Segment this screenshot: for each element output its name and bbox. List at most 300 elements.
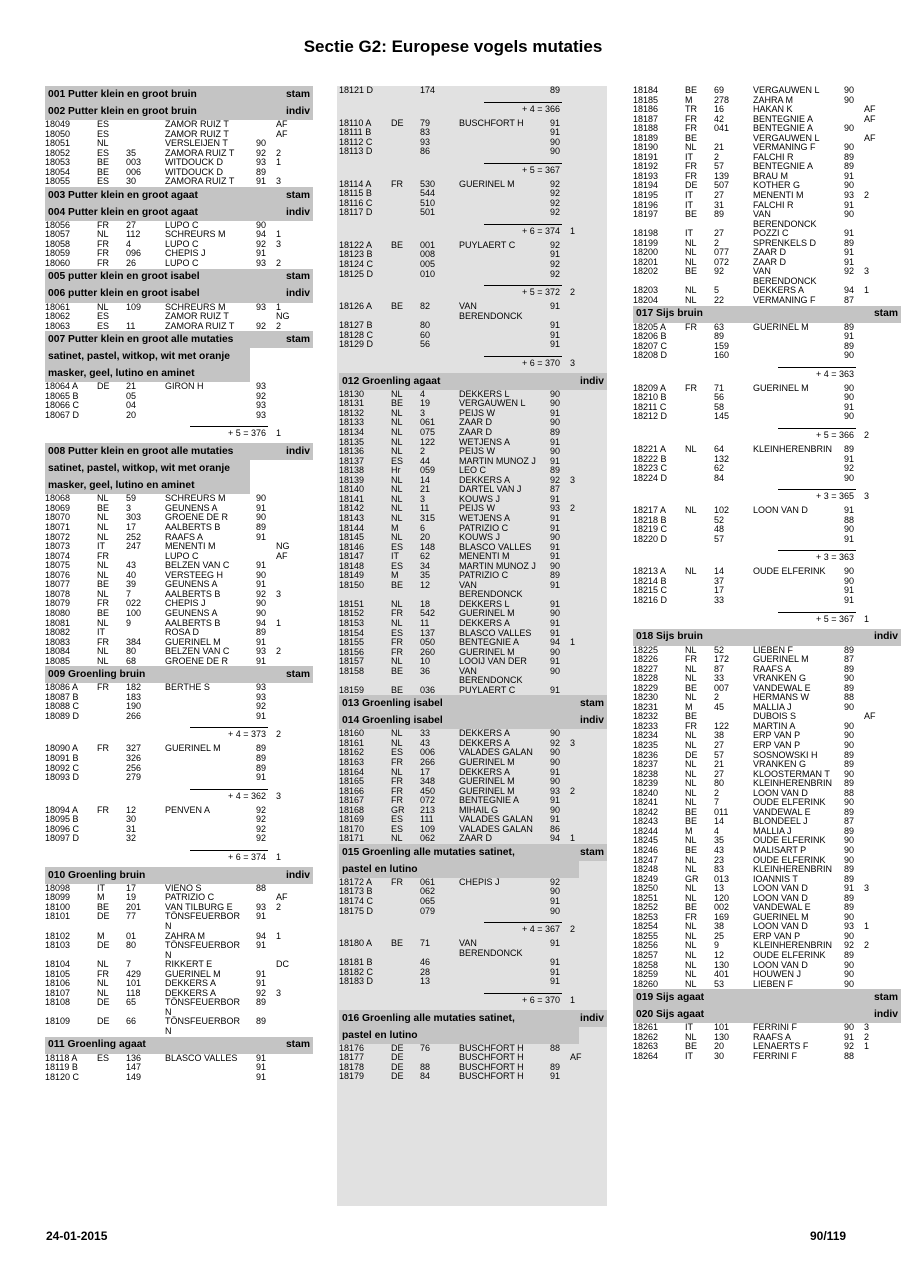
breeder-name: SCHREURS M <box>165 493 226 504</box>
bird-number: 122 <box>714 720 730 731</box>
section-title: 019 Sijs agaat <box>636 991 705 1003</box>
bird-number: 17 <box>714 585 725 596</box>
section-title: 016 Groenling alle mutaties satinet, <box>342 1012 515 1024</box>
table-row <box>339 138 607 148</box>
table-row <box>633 412 901 422</box>
breeder-name: KLEINHERENBRIN <box>753 864 833 875</box>
breeder-name <box>165 1073 256 1083</box>
breeder-name-continuation: BERENDONCK <box>753 275 817 286</box>
total-score: + 5 = 367 <box>522 164 561 175</box>
breeder-name: DEKKERS A <box>459 737 511 748</box>
bird-number: 059 <box>420 465 436 476</box>
ring-number: 18091 B <box>45 752 79 763</box>
country-code: BE <box>685 209 698 220</box>
breeder-name: LIEBEN F <box>753 978 794 989</box>
ring-number: 18069 <box>45 502 71 513</box>
breeder-name: LENAERTS F <box>753 1041 809 1052</box>
score: 94 <box>550 637 561 648</box>
ring-number: 18083 <box>45 636 71 647</box>
score: 90 <box>256 138 267 149</box>
country-code <box>685 332 714 342</box>
score: 90 <box>844 392 855 403</box>
score: 91 <box>256 911 267 922</box>
country-code: IT <box>685 1050 693 1061</box>
country-code: NL <box>391 493 403 504</box>
score: 89 <box>844 825 855 836</box>
breeder-name: SCHREURS M <box>165 301 226 312</box>
bird-number: 145 <box>714 411 730 422</box>
ring-number: 18237 <box>633 759 659 770</box>
bird-number: 33 <box>420 728 431 739</box>
score: 91 <box>844 331 855 342</box>
country-code: NL <box>685 247 697 258</box>
table-row <box>45 259 313 269</box>
ring-number: 18224 D <box>633 472 668 483</box>
table-row <box>339 128 607 138</box>
score: 91 <box>844 1031 855 1042</box>
breeder-name: SPRENKELS D <box>753 237 817 248</box>
prize <box>276 754 306 764</box>
section-title: 008 Putter klein en groot alle mutaties <box>48 446 234 458</box>
ring-number: 18149 <box>339 570 365 581</box>
score: 88 <box>844 787 855 798</box>
score: 90 <box>844 123 855 134</box>
section-title: 015 Groenling alle mutaties satinet, <box>342 846 515 858</box>
score: 92 <box>550 259 561 270</box>
country-code: IT <box>685 1022 693 1033</box>
breeder-name: SCHREURS M <box>165 229 226 240</box>
country-code: NL <box>685 443 697 454</box>
ring-number: 18125 D <box>339 268 374 279</box>
score: 89 <box>844 902 855 913</box>
total-score: + 4 = 373 <box>228 729 267 740</box>
ring-number: 18142 <box>339 503 365 514</box>
team-total <box>339 916 607 939</box>
score: 93 <box>550 503 561 514</box>
country-code <box>391 147 420 157</box>
breeder-name-continuation: BERENDONCK <box>459 310 523 321</box>
country-code: FR <box>97 598 109 609</box>
bird-number: 182 <box>126 682 142 693</box>
bird-number: 14 <box>420 474 431 485</box>
score: 90 <box>256 219 267 230</box>
prize <box>570 260 600 270</box>
section-type: indiv <box>873 631 898 643</box>
breeder-name <box>459 260 550 270</box>
breeder-name-continuation: BERENDONCK <box>459 589 523 600</box>
section-title: 012 Groenling agaat <box>342 375 441 387</box>
score <box>256 542 276 552</box>
breeder-name: VERSTEEG H <box>165 569 224 580</box>
team-total <box>45 844 313 867</box>
ring-number: 18182 C <box>339 966 374 977</box>
table-row <box>339 180 607 190</box>
country-code: NL <box>97 522 109 533</box>
table-row <box>45 773 313 783</box>
bird-number: 93 <box>420 136 431 147</box>
breeder-name: BLASCO VALLES <box>459 627 532 638</box>
prize <box>276 998 306 1008</box>
team-prize: 1 <box>570 994 576 1005</box>
score: 90 <box>550 398 561 409</box>
country-code: NL <box>685 930 697 941</box>
table-row <box>339 260 607 270</box>
prize <box>276 523 306 533</box>
ring-number: 18204 <box>633 295 659 306</box>
bird-number: 57 <box>714 749 725 760</box>
score: 92 <box>256 147 267 158</box>
breeder-name: PEIJS W <box>459 446 496 457</box>
ring-number: 18195 <box>633 190 659 201</box>
prize <box>570 768 600 778</box>
prize <box>864 789 894 799</box>
ring-number: 18189 <box>633 132 659 143</box>
bird-number: 079 <box>420 905 436 916</box>
ring-number: 18164 <box>339 766 365 777</box>
country-code: BE <box>97 901 110 912</box>
score: 89 <box>844 864 855 875</box>
prize <box>570 533 600 543</box>
country-code <box>97 764 126 774</box>
ring-number: 18198 <box>633 228 659 239</box>
country-code: NL <box>391 503 403 514</box>
country-code: IT <box>685 199 693 210</box>
country-code: FR <box>97 248 109 259</box>
bird-number: 11 <box>126 320 136 331</box>
bird-number: 01 <box>126 930 137 941</box>
bird-number: 11 <box>420 503 430 514</box>
sum-line <box>484 356 562 357</box>
ring-number: 18117 D <box>339 207 373 218</box>
prize <box>864 577 894 587</box>
prize <box>864 296 894 306</box>
ring-number: 18157 <box>339 656 365 667</box>
breeder-name: DEKKERS A <box>165 978 217 989</box>
ring-number: 18061 <box>45 301 71 312</box>
bird-number: 006 <box>420 747 436 758</box>
bird-number: 174 <box>420 85 436 95</box>
score: 92 <box>550 178 561 189</box>
breeder-name <box>459 86 550 96</box>
country-code <box>97 702 126 712</box>
section-header <box>633 306 901 323</box>
country-code: BE <box>685 1041 698 1052</box>
prize <box>276 941 306 951</box>
ring-number: 18119 B <box>45 1062 78 1073</box>
country-code: NL <box>685 854 697 865</box>
table-row <box>45 1054 313 1064</box>
ring-number: 18055 <box>45 176 71 187</box>
ring-number: 18194 <box>633 180 659 191</box>
prize <box>276 764 306 774</box>
score: 89 <box>256 166 267 177</box>
table-row <box>45 912 313 922</box>
team-prize: 1 <box>276 428 282 439</box>
country-code: FR <box>391 876 403 887</box>
score: 91 <box>256 655 267 666</box>
prize <box>570 524 600 534</box>
prize <box>864 153 894 163</box>
bird-number: 17 <box>126 522 137 533</box>
ring-number: 18095 B <box>45 814 79 825</box>
ring-number: 18216 D <box>633 594 668 605</box>
breeder-name: DEKKERS L <box>459 388 510 399</box>
total-score: + 5 = 372 <box>522 287 561 298</box>
country-code: M <box>391 570 399 581</box>
ring-number: 18193 <box>633 170 659 181</box>
score: 91 <box>550 407 561 418</box>
team-prize: 1 <box>276 851 282 862</box>
ring-number: 18218 B <box>633 514 667 525</box>
country-code: DE <box>97 381 110 392</box>
score: 91 <box>844 883 855 894</box>
score: 91 <box>256 968 267 979</box>
ring-number: 18134 <box>339 427 365 438</box>
country-code <box>685 455 714 465</box>
prize <box>864 779 894 789</box>
prize <box>570 958 600 968</box>
breeder-name: GEUNENS A <box>165 502 218 513</box>
country-code: BE <box>391 938 404 949</box>
bird-number: 139 <box>714 170 730 181</box>
team-total <box>633 361 901 384</box>
country-code: NL <box>685 663 697 674</box>
breeder-name: SOSNOWSKI H <box>753 749 818 760</box>
prize <box>276 1063 306 1073</box>
prize <box>570 571 600 581</box>
score: 90 <box>550 776 561 787</box>
bird-number: 80 <box>420 320 431 331</box>
prize <box>570 457 600 467</box>
ring-number: 18254 <box>633 921 659 932</box>
prize <box>570 552 600 562</box>
country-code: NL <box>391 737 403 748</box>
score: 91 <box>550 766 561 777</box>
team-total <box>339 350 607 373</box>
section-title: masker, geel, lutino en aminet <box>48 367 195 379</box>
country-code: NL <box>685 883 697 894</box>
breeder-name: HAKAN K <box>753 104 793 115</box>
score: 89 <box>844 237 855 248</box>
ring-number: 18181 B <box>339 957 373 968</box>
country-code: BE <box>685 845 698 855</box>
country-code: BE <box>391 301 404 312</box>
bird-number: 006 <box>126 166 142 177</box>
breeder-name: DEKKERS A <box>459 474 511 485</box>
table-row <box>633 403 901 413</box>
prize <box>570 748 600 758</box>
country-code: DE <box>391 1042 404 1053</box>
section-header <box>45 269 313 286</box>
breeder-name <box>459 968 550 978</box>
bird-number: 266 <box>126 710 142 721</box>
country-code: IT <box>97 541 105 552</box>
bird-number: 82 <box>420 301 431 312</box>
ring-number: 18097 D <box>45 833 80 844</box>
bird-number: 30 <box>126 814 137 825</box>
prize <box>570 418 600 428</box>
ring-number: 18071 <box>45 522 71 533</box>
bird-number: 062 <box>420 886 436 897</box>
ring-number: 18096 C <box>45 823 80 834</box>
score: 92 <box>550 268 561 279</box>
ring-number: 18161 <box>339 737 365 748</box>
country-code: NL <box>685 285 697 296</box>
prize <box>864 248 894 258</box>
ring-number: 18124 C <box>339 259 374 270</box>
country-code <box>685 464 714 474</box>
score: 89 <box>844 778 855 789</box>
score: 91 <box>256 1052 267 1063</box>
country-code: ES <box>97 147 110 158</box>
bird-number: 48 <box>714 524 725 535</box>
prize: 3 <box>570 474 576 485</box>
score: 89 <box>256 627 267 638</box>
country-code: NL <box>685 505 697 516</box>
country-code <box>97 815 126 825</box>
country-code <box>685 351 714 361</box>
bird-number: 23 <box>714 854 725 865</box>
team-prize: 3 <box>570 357 576 368</box>
score: 91 <box>256 710 267 721</box>
country-code: FR <box>685 382 697 393</box>
ring-number: 18109 <box>45 1016 71 1027</box>
table-row <box>633 351 901 361</box>
breeder-name <box>459 340 550 350</box>
ring-number: 18239 <box>633 778 659 789</box>
section-type: indiv <box>873 1008 898 1020</box>
section-type: indiv <box>285 288 310 300</box>
bird-number: 213 <box>420 804 436 815</box>
ring-number: 18180 A <box>339 938 373 949</box>
section-title: satinet, pastel, witkop, wit met oranje <box>48 463 230 475</box>
bird-number: 9 <box>126 617 132 628</box>
table-row <box>339 897 607 907</box>
score: 89 <box>550 465 561 476</box>
prize <box>570 581 600 591</box>
country-code <box>391 968 420 978</box>
bird-number: 137 <box>420 627 436 638</box>
breeder-name: GUERINEL M <box>753 654 809 665</box>
prize <box>864 525 894 535</box>
prize <box>570 796 600 806</box>
breeder-name <box>459 887 550 897</box>
ring-number: 18130 <box>339 388 365 399</box>
score: 93 <box>256 157 267 168</box>
prize: 1 <box>276 157 282 168</box>
score: 92 <box>256 320 267 331</box>
table-row <box>339 321 607 331</box>
ring-number: 18080 <box>45 607 71 618</box>
ring-number: 18225 <box>633 644 659 655</box>
table-row <box>45 825 313 835</box>
prize <box>570 340 600 350</box>
bird-number: 22 <box>714 295 725 306</box>
breeder-name <box>459 977 550 987</box>
score: 94 <box>844 285 855 296</box>
score: 89 <box>844 806 855 817</box>
table-row <box>45 744 313 754</box>
breeder-name: MARTIN MUNOZ J <box>459 455 536 466</box>
ring-number: 18155 <box>339 637 365 648</box>
bird-number: 003 <box>126 157 142 168</box>
prize <box>276 401 306 411</box>
breeder-name: AALBERTS B <box>165 617 221 628</box>
bird-number: 077 <box>714 247 730 258</box>
ring-number: 18064 A <box>45 381 79 392</box>
breeder-name <box>753 332 844 342</box>
ring-number: 18093 D <box>45 772 80 783</box>
breeder-name-continuation: BERENDONCK <box>459 947 523 958</box>
country-code: NL <box>685 959 697 970</box>
ring-number: 18199 <box>633 237 659 248</box>
ring-number: 18231 <box>633 701 659 712</box>
country-code: FR <box>391 776 403 787</box>
table-row <box>339 340 607 350</box>
prize <box>570 686 600 696</box>
ring-number: 18197 <box>633 209 659 220</box>
score: 91 <box>844 453 855 464</box>
bird-number: 7 <box>714 797 720 808</box>
breeder-name: DEKKERS L <box>459 598 510 609</box>
breeder-name: DEKKERS A <box>459 766 511 777</box>
section-header <box>45 443 313 460</box>
bird-number: 45 <box>714 701 725 712</box>
ring-number: 18060 <box>45 258 71 269</box>
country-code <box>391 86 420 96</box>
table-row <box>45 401 313 411</box>
prize <box>276 702 306 712</box>
prize <box>864 770 894 780</box>
table-row <box>633 464 901 474</box>
breeder-name <box>165 764 256 774</box>
score: 90 <box>550 446 561 457</box>
prize <box>276 912 306 922</box>
prize <box>570 543 600 553</box>
ring-number: 18261 <box>633 1022 659 1033</box>
ring-number: 18076 <box>45 569 71 580</box>
breeder-name: GUERINEL M <box>459 608 515 619</box>
prize <box>570 815 600 825</box>
score: 91 <box>550 684 561 695</box>
prize: 1 <box>864 1041 870 1052</box>
ring-number: 18241 <box>633 797 659 808</box>
score: 89 <box>844 873 855 884</box>
score: 89 <box>550 570 561 581</box>
bird-number: 62 <box>714 463 725 474</box>
total-score: + 4 = 363 <box>816 368 855 379</box>
breeder-name: VERGAUWEN L <box>753 132 820 143</box>
country-code <box>685 535 714 545</box>
score: 93 <box>844 921 855 932</box>
table-row <box>633 567 901 577</box>
breeder-name: GUERINEL M <box>459 776 515 787</box>
table-row <box>339 241 607 251</box>
breeder-name <box>459 189 550 199</box>
bird-number: 04 <box>126 400 137 411</box>
score: 90 <box>550 136 561 147</box>
section-type: indiv <box>579 1012 604 1024</box>
sum-line <box>484 163 562 164</box>
ring-number: 18082 <box>45 627 71 638</box>
bird-number: 2 <box>714 787 720 798</box>
country-code: DE <box>391 1061 404 1072</box>
score: 91 <box>844 170 855 181</box>
ring-number: 18150 <box>339 579 365 590</box>
country-code: FR <box>685 911 697 922</box>
sum-line <box>484 993 562 994</box>
ring-number: 18103 <box>45 940 71 951</box>
